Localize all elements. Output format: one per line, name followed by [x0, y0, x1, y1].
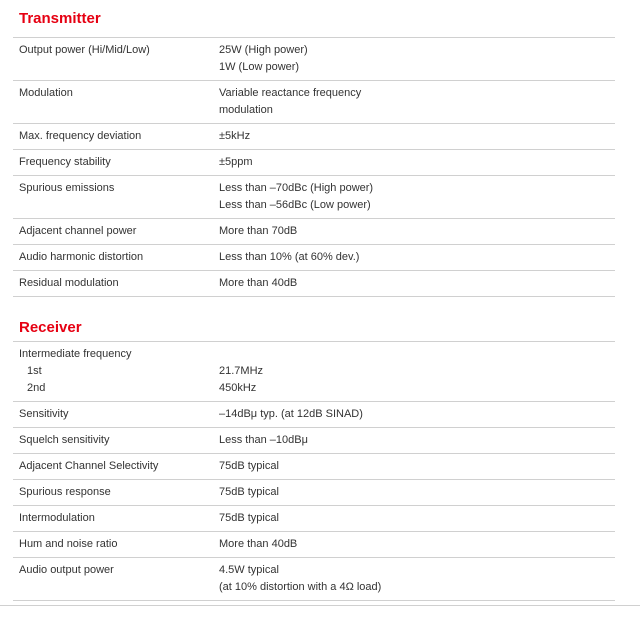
table-row [13, 81, 615, 124]
row-value: 75dB typical [213, 480, 615, 506]
row-label: Output power (Hi/Mid/Low) [13, 38, 213, 81]
table-row [13, 480, 615, 506]
row-label: Hum and noise ratio [13, 532, 213, 558]
transmitter-table [13, 37, 615, 297]
row-label: Sensitivity [13, 402, 213, 428]
row-value: 21.7MHz 450kHz [213, 342, 615, 402]
receiver-title: Receiver [19, 319, 82, 336]
row-label: Audio harmonic distortion [13, 245, 213, 271]
row-value: More than 40dB [213, 271, 615, 297]
table-row [13, 506, 615, 532]
row-value: –14dBμ typ. (at 12dB SINAD) [213, 402, 615, 428]
row-value: Less than –10dBμ [213, 428, 615, 454]
page-divider [0, 605, 640, 606]
row-value: ±5kHz [213, 124, 615, 150]
row-value: 4.5W typical (at 10% distortion with a 4Ω load) [213, 558, 615, 601]
table-row [13, 428, 615, 454]
row-label: Max. frequency deviation [13, 124, 213, 150]
table-row [13, 124, 615, 150]
row-value: Variable reactance frequency modulation [213, 81, 615, 124]
row-value: 75dB typical [213, 454, 615, 480]
table-row [13, 558, 615, 601]
row-value: Less than –70dBc (High power) Less than –56dBc (Low power) [213, 176, 615, 219]
table-row [13, 150, 615, 176]
table-row [13, 454, 615, 480]
row-label: Adjacent channel power [13, 219, 213, 245]
row-label: Spurious response [13, 480, 213, 506]
row-label: Frequency stability [13, 150, 213, 176]
table-row [13, 342, 615, 402]
row-label: Adjacent Channel Selectivity [13, 454, 213, 480]
row-label: Audio output power [13, 558, 213, 601]
row-label: Spurious emissions [13, 176, 213, 219]
row-label: Intermediate frequency 1st 2nd [13, 342, 213, 402]
row-value: ±5ppm [213, 150, 615, 176]
row-label: Squelch sensitivity [13, 428, 213, 454]
table-row [13, 38, 615, 81]
receiver-table [13, 341, 615, 601]
row-value: 75dB typical [213, 506, 615, 532]
row-label: Modulation [13, 81, 213, 124]
row-value: 25W (High power) 1W (Low power) [213, 38, 615, 81]
row-value: Less than 10% (at 60% dev.) [213, 245, 615, 271]
row-value: More than 40dB [213, 532, 615, 558]
table-row [13, 219, 615, 245]
row-label: Residual modulation [13, 271, 213, 297]
table-row [13, 402, 615, 428]
table-row [13, 532, 615, 558]
row-value: More than 70dB [213, 219, 615, 245]
transmitter-title: Transmitter [19, 10, 101, 27]
table-row [13, 271, 615, 297]
table-row [13, 176, 615, 219]
table-row [13, 245, 615, 271]
row-label: Intermodulation [13, 506, 213, 532]
